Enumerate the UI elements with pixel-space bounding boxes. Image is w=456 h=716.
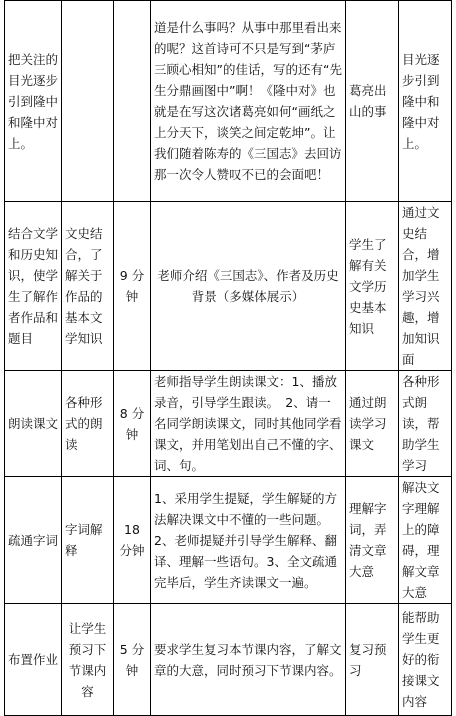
- table-row: [5, 1, 452, 202]
- lesson-plan-table: [4, 0, 452, 716]
- content-cell: 让学生预习下节课内容: [62, 604, 114, 716]
- table-row: [5, 371, 452, 477]
- time-cell: [114, 1, 151, 202]
- student-cell: 通过朗读学习课文: [346, 371, 399, 477]
- step-cell: 朗读课文: [5, 371, 62, 477]
- time-cell: 9 分钟: [114, 202, 151, 371]
- activity-cell: 道是什么事吗？从事中那里看出来的呢？这首诗可不只是写到“茅庐三顾心相知”的佳话，写的还有“先生分鼎画图中”啊！《隆中对》也就是在写这次诸葛亮如何“画纸之上分天下，谈笑之间定乾坤”。让我们随着陈寿的《三国志》去回访那一次令人赞叹不已的会面吧！: [151, 1, 346, 202]
- activity-cell: 老师指导学生朗读课文：1、播放录音，引导学生跟读。 2、请一名同学朗读课文，同时其他同学看课文，并用笔划出自己不懂的字、词、句。: [151, 371, 346, 477]
- step-cell: 布置作业: [5, 604, 62, 716]
- step-cell: 疏通字词: [5, 477, 62, 604]
- content-cell: 字词解释: [62, 477, 114, 604]
- student-cell: 理解字词，弄清文章大意: [346, 477, 399, 604]
- intent-cell: 通过文史结合，增加学生学习兴趣，增加知识面: [399, 202, 452, 371]
- intent-cell: 能帮助学生更好的衔接课文内容: [399, 604, 452, 716]
- content-cell: 各种形式的朗读: [62, 371, 114, 477]
- student-cell: 葛亮出山的事: [346, 1, 399, 202]
- intent-cell: 目光逐步引到隆中和隆中对上。: [399, 1, 452, 202]
- student-cell: 复习预习: [346, 604, 399, 716]
- table-row: [5, 604, 452, 716]
- step-cell: 结合文学和历史知识，使学生了解作者作品和题目: [5, 202, 62, 371]
- time-cell: 8 分钟: [114, 371, 151, 477]
- activity-cell: 老师介绍《三国志》、作者及历史背景（多媒体展示）: [151, 202, 346, 371]
- content-cell: [62, 1, 114, 202]
- intent-cell: 各种形式朗读，帮助学生学习: [399, 371, 452, 477]
- activity-cell: 1、采用学生提疑，学生解疑的方法解决课文中不懂的一些问题。2、老师提疑并引导学生解释、翻译、理解一些语句。3、全文疏通完毕后，学生齐读课文一遍。: [151, 477, 346, 604]
- table-row: [5, 477, 452, 604]
- time-cell: 5 分钟: [114, 604, 151, 716]
- student-cell: 学生了解有关文学历史基本知识: [346, 202, 399, 371]
- table-row: [5, 202, 452, 371]
- time-cell: 18 分钟: [114, 477, 151, 604]
- activity-cell: 要求学生复习本节课内容，了解文章的大意，同时预习下节课内容。: [151, 604, 346, 716]
- content-cell: 文史结合，了解关于作品的基本文学知识: [62, 202, 114, 371]
- step-cell: 把关注的目光逐步引到隆中和隆中对上。: [5, 1, 62, 202]
- intent-cell: 解决文字理解上的障碍，理解文章大意: [399, 477, 452, 604]
